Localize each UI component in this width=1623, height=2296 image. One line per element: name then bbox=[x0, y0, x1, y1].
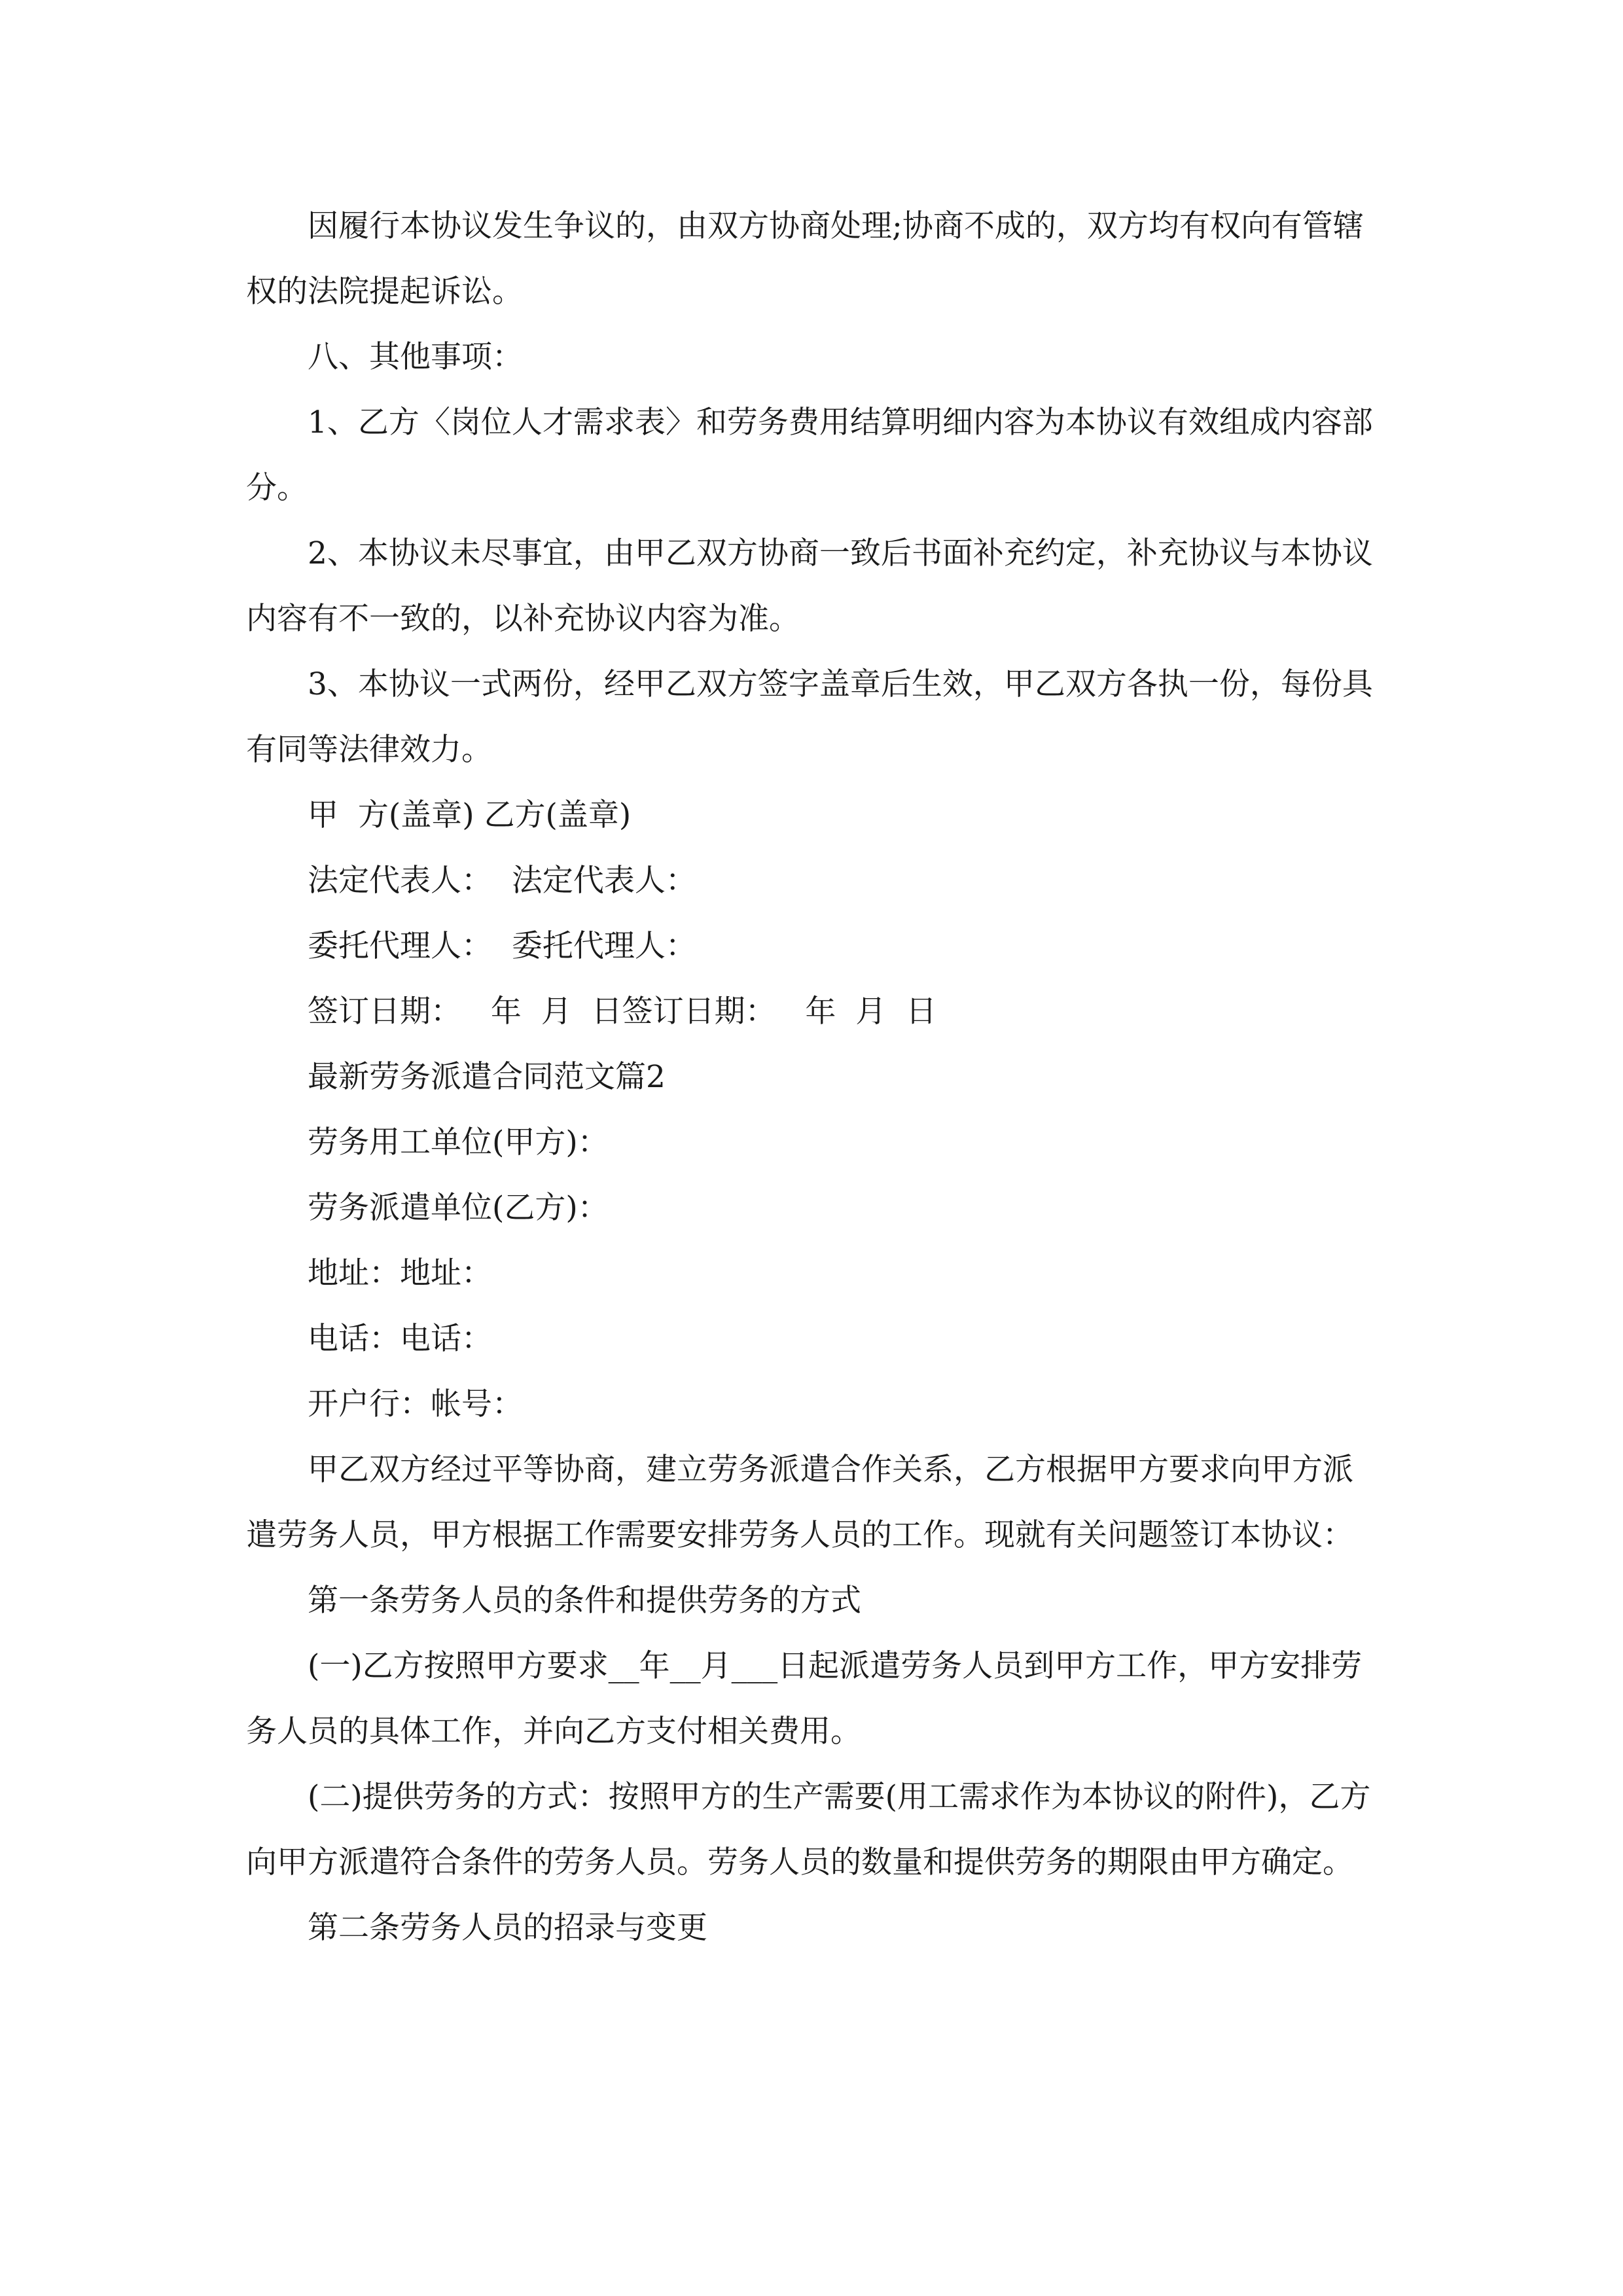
article-1-clause-1: (一)乙方按照甲方要求__年__月___日起派遣劳务人员到甲方工作，甲方安排劳务人员的具体工作，并向乙方支付相关费用。 bbox=[246, 1648, 1363, 1749]
article-1-clause-2: (二)提供劳务的方式：按照甲方的生产需要(用工需求作为本协议的附件)，乙方向甲方派遣符合条件的劳务人员。劳务人员的数量和提供劳务的期限由甲方确定。 bbox=[246, 1779, 1371, 1880]
address-line: 地址：地址： bbox=[308, 1255, 492, 1291]
other-matters-item-1: 1、乙方〈岗位人才需求表〉和劳务费用结算明细内容为本协议有效组成内容部分。 bbox=[246, 404, 1373, 506]
section-8-heading: 八、其他事项： bbox=[308, 339, 523, 375]
article-1-heading: 第一条劳务人员的条件和提供劳务的方式 bbox=[308, 1583, 861, 1619]
authorized-agent-line: 委托代理人： 委托代理人： bbox=[308, 928, 696, 964]
bank-account-line: 开户行：帐号： bbox=[308, 1386, 523, 1422]
dispute-resolution-paragraph: 因履行本协议发生争议的，由双方协商处理;协商不成的，双方均有权向有管辖权的法院提起诉讼。 bbox=[246, 208, 1364, 310]
other-matters-item-3: 3、本协议一式两份，经甲乙双方签字盖章后生效，甲乙双方各执一份，每份具有同等法律效力。 bbox=[246, 666, 1373, 768]
other-matters-item-2: 2、本协议未尽事宜，由甲乙双方协商一致后书面补充约定，补充协议与本协议内容有不一致的，以补充协议内容为准。 bbox=[246, 535, 1373, 637]
phone-line: 电话：电话： bbox=[308, 1321, 492, 1357]
employer-party-line: 劳务用工单位(甲方)： bbox=[308, 1124, 609, 1160]
signing-date-line: 签订日期： 年 月 日签订日期： 年 月 日 bbox=[308, 994, 937, 1030]
dispatch-party-line: 劳务派遣单位(乙方)： bbox=[308, 1190, 609, 1226]
legal-representative-line: 法定代表人： 法定代表人： bbox=[308, 863, 696, 899]
party-seal-line: 甲 方(盖章) 乙方(盖章) bbox=[308, 797, 632, 833]
document-body bbox=[246, 194, 1378, 1961]
contract-title: 最新劳务派遣合同范文篇2 bbox=[308, 1059, 666, 1095]
article-2-heading: 第二条劳务人员的招录与变更 bbox=[308, 1910, 707, 1946]
agreement-preamble: 甲乙双方经过平等协商，建立劳务派遣合作关系，乙方根据甲方要求向甲方派遣劳务人员，甲方根据工作需要安排劳务人员的工作。现就有关问题签订本协议： bbox=[246, 1452, 1353, 1553]
